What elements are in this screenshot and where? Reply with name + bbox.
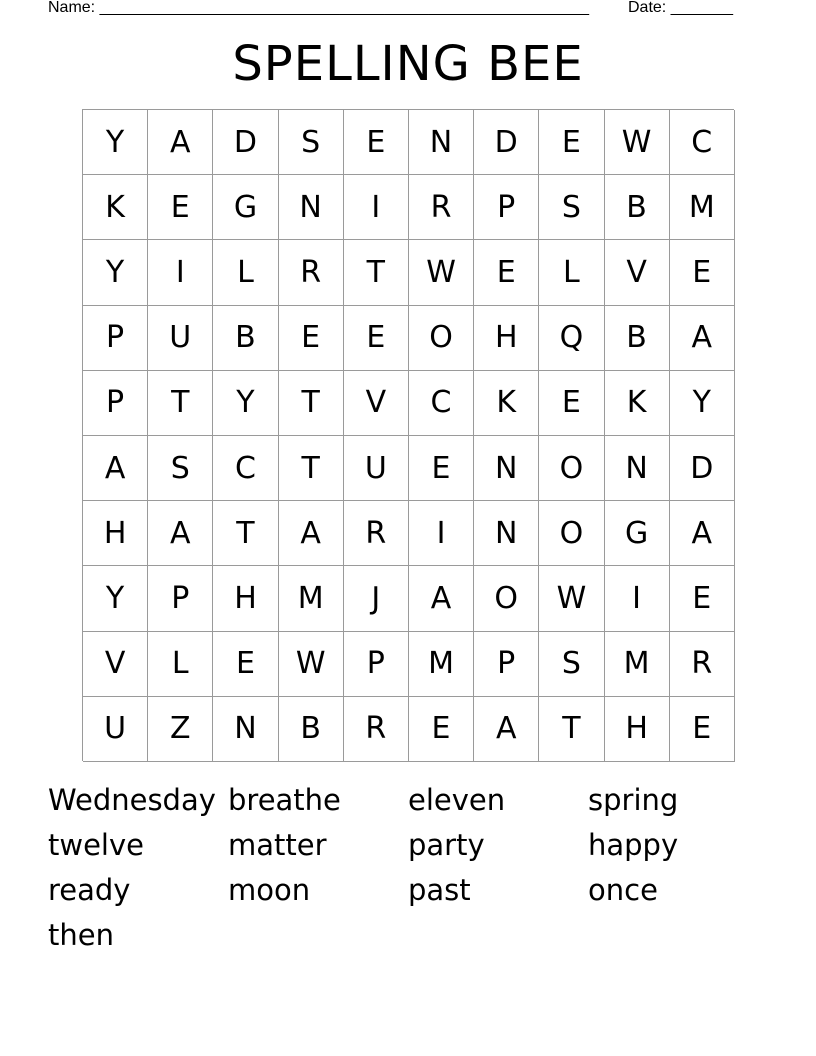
word-list-item: twelve [48, 828, 144, 862]
grid-cell[interactable]: P [344, 632, 409, 697]
grid-cell[interactable]: R [344, 697, 409, 762]
grid-cell[interactable]: E [670, 566, 735, 631]
grid-cell[interactable]: Y [670, 371, 735, 436]
grid-cell[interactable]: V [344, 371, 409, 436]
grid-cell[interactable]: V [605, 240, 670, 305]
grid-cell[interactable]: I [605, 566, 670, 631]
grid-cell[interactable]: E [148, 175, 213, 240]
grid-cell[interactable]: U [344, 436, 409, 501]
grid-cell[interactable]: A [279, 501, 344, 566]
grid-cell[interactable]: L [213, 240, 278, 305]
grid-cell[interactable]: E [279, 306, 344, 371]
word-list-item: breathe [228, 783, 341, 817]
grid-cell[interactable]: E [344, 306, 409, 371]
grid-cell[interactable]: K [605, 371, 670, 436]
grid-cell[interactable]: E [474, 240, 539, 305]
word-list-item: ready [48, 873, 131, 907]
grid-cell[interactable]: A [670, 501, 735, 566]
grid-cell[interactable]: P [83, 371, 148, 436]
grid-cell[interactable]: Y [83, 566, 148, 631]
header-line [0, 0, 816, 20]
grid-cell[interactable]: Q [539, 306, 604, 371]
grid-cell[interactable]: I [148, 240, 213, 305]
grid-cell[interactable]: S [279, 110, 344, 175]
grid-cell[interactable]: E [409, 436, 474, 501]
word-list-item: spring [588, 783, 679, 817]
grid-cell[interactable]: E [539, 110, 604, 175]
grid-cell[interactable]: T [213, 501, 278, 566]
grid-cell[interactable]: Y [83, 240, 148, 305]
grid-cell[interactable]: N [605, 436, 670, 501]
grid-cell[interactable]: S [148, 436, 213, 501]
grid-cell[interactable]: I [344, 175, 409, 240]
grid-cell[interactable]: C [409, 371, 474, 436]
grid-cell[interactable]: R [279, 240, 344, 305]
word-list-item: then [48, 918, 114, 952]
word-list-item: once [588, 873, 658, 907]
grid-cell[interactable]: C [670, 110, 735, 175]
word-list-item: past [408, 873, 471, 907]
grid-cell[interactable]: A [83, 436, 148, 501]
grid-cell[interactable]: D [474, 110, 539, 175]
grid-cell[interactable]: B [605, 175, 670, 240]
grid-cell[interactable]: L [539, 240, 604, 305]
grid-cell[interactable]: M [670, 175, 735, 240]
word-list-item: Wednesday [48, 783, 216, 817]
grid-cell[interactable]: P [474, 175, 539, 240]
grid-cell[interactable]: W [605, 110, 670, 175]
grid-cell[interactable]: N [474, 436, 539, 501]
grid-cell[interactable]: H [213, 566, 278, 631]
grid-cell[interactable]: O [539, 436, 604, 501]
grid-cell[interactable]: N [279, 175, 344, 240]
grid-cell[interactable]: P [148, 566, 213, 631]
grid-cell[interactable]: K [474, 371, 539, 436]
grid-cell[interactable]: T [539, 697, 604, 762]
word-list [48, 778, 768, 958]
grid-cell[interactable]: Y [213, 371, 278, 436]
grid-cell[interactable]: T [148, 371, 213, 436]
grid-cell[interactable]: A [148, 501, 213, 566]
grid-cell[interactable]: U [148, 306, 213, 371]
grid-cell[interactable]: A [474, 697, 539, 762]
grid-cell[interactable]: E [539, 371, 604, 436]
grid-cell[interactable]: T [344, 240, 409, 305]
grid-cell[interactable]: E [344, 110, 409, 175]
grid-cell[interactable]: R [670, 632, 735, 697]
grid-cell[interactable]: A [409, 566, 474, 631]
page-title: SPELLING BEE [232, 36, 584, 92]
grid-cell[interactable]: M [605, 632, 670, 697]
grid-cell[interactable]: G [213, 175, 278, 240]
grid-cell[interactable]: S [539, 175, 604, 240]
grid-cell[interactable]: Y [83, 110, 148, 175]
grid-cell[interactable]: B [605, 306, 670, 371]
name-field[interactable]: Name: _______________________________________________________ [48, 0, 589, 16]
grid-cell[interactable]: W [539, 566, 604, 631]
grid-cell[interactable]: H [83, 501, 148, 566]
grid-cell[interactable]: M [279, 566, 344, 631]
grid-cell[interactable]: W [279, 632, 344, 697]
grid-cell[interactable]: N [409, 110, 474, 175]
grid-cell[interactable]: H [474, 306, 539, 371]
grid-cell[interactable]: H [605, 697, 670, 762]
grid-cell[interactable]: E [670, 697, 735, 762]
grid-cell[interactable]: A [670, 306, 735, 371]
grid-cell[interactable]: T [279, 371, 344, 436]
grid-cell[interactable]: E [670, 240, 735, 305]
grid-cell[interactable]: W [409, 240, 474, 305]
grid-cell[interactable]: G [605, 501, 670, 566]
grid-cell[interactable]: M [409, 632, 474, 697]
grid-cell[interactable]: S [539, 632, 604, 697]
grid-cell[interactable]: B [279, 697, 344, 762]
grid-cell[interactable]: N [474, 501, 539, 566]
word-list-item: moon [228, 873, 311, 907]
grid-cell[interactable]: A [148, 110, 213, 175]
grid-cell[interactable]: E [213, 632, 278, 697]
grid-cell[interactable]: U [83, 697, 148, 762]
grid-cell[interactable]: K [83, 175, 148, 240]
date-field[interactable]: Date: _______ [628, 0, 733, 16]
grid-cell[interactable]: O [474, 566, 539, 631]
grid-cell[interactable]: L [148, 632, 213, 697]
grid-cell[interactable]: B [213, 306, 278, 371]
grid-cell[interactable]: D [213, 110, 278, 175]
grid-cell[interactable]: P [474, 632, 539, 697]
word-list-item: happy [588, 828, 679, 862]
grid-cell[interactable]: V [83, 632, 148, 697]
grid-cell[interactable]: O [409, 306, 474, 371]
grid-cell[interactable]: I [409, 501, 474, 566]
word-list-item: eleven [408, 783, 506, 817]
grid-cell[interactable]: R [344, 501, 409, 566]
grid-cell[interactable]: C [213, 436, 278, 501]
grid-cell[interactable]: Z [148, 697, 213, 762]
grid-cell[interactable]: R [409, 175, 474, 240]
grid-cell[interactable]: T [279, 436, 344, 501]
grid-cell[interactable]: P [83, 306, 148, 371]
grid-cell[interactable]: O [539, 501, 604, 566]
grid-cell[interactable]: E [409, 697, 474, 762]
word-list-item: party [408, 828, 485, 862]
word-list-item: matter [228, 828, 327, 862]
grid-cell[interactable]: N [213, 697, 278, 762]
grid-cell[interactable]: J [344, 566, 409, 631]
grid-cell[interactable]: D [670, 436, 735, 501]
word-search-grid [82, 109, 734, 761]
